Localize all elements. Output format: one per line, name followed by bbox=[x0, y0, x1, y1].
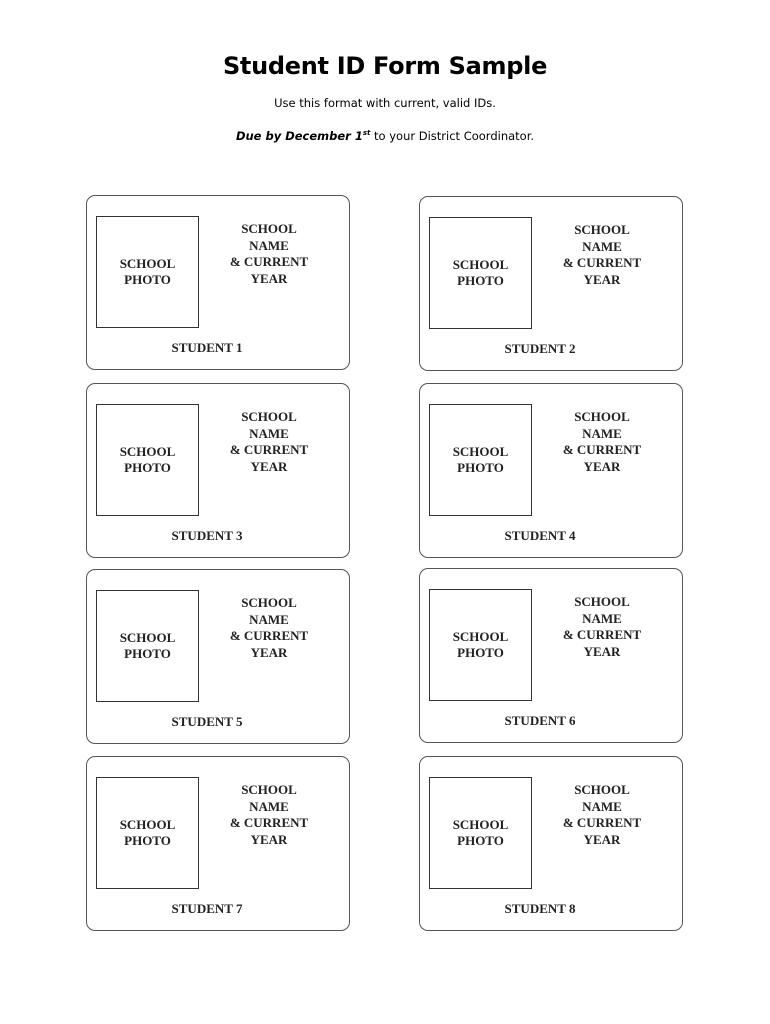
school-name-year: SCHOOL NAME & CURRENT YEAR bbox=[562, 594, 642, 659]
student-label: STUDENT 3 bbox=[171, 528, 243, 543]
student-label: STUDENT 5 bbox=[171, 714, 243, 729]
school-photo-box: SCHOOL PHOTO bbox=[429, 404, 532, 516]
school-photo-box: SCHOOL PHOTO bbox=[429, 777, 532, 889]
due-date-note bbox=[0, 129, 770, 143]
school-photo-box: SCHOOL PHOTO bbox=[429, 217, 532, 329]
student-label: STUDENT 4 bbox=[504, 528, 576, 543]
school-photo-box: SCHOOL PHOTO bbox=[96, 777, 199, 889]
id-card-7 bbox=[86, 756, 350, 931]
due-date-bold: Due by December 1 bbox=[235, 129, 363, 143]
student-label: STUDENT 8 bbox=[504, 901, 576, 916]
school-name-year: SCHOOL NAME & CURRENT YEAR bbox=[562, 409, 642, 474]
due-date-suffix: st bbox=[362, 129, 371, 138]
student-label: STUDENT 6 bbox=[504, 713, 576, 728]
school-name-year: SCHOOL NAME & CURRENT YEAR bbox=[229, 409, 309, 474]
id-card-6 bbox=[419, 568, 683, 743]
school-photo-box: SCHOOL PHOTO bbox=[96, 590, 199, 702]
school-name-year: SCHOOL NAME & CURRENT YEAR bbox=[229, 221, 309, 286]
student-label: STUDENT 7 bbox=[171, 901, 243, 916]
page-subtitle: Use this format with current, valid IDs. bbox=[274, 96, 496, 110]
school-photo-box: SCHOOL PHOTO bbox=[429, 589, 532, 701]
school-name-year: SCHOOL NAME & CURRENT YEAR bbox=[229, 595, 309, 660]
page-title: Student ID Form Sample bbox=[222, 52, 548, 80]
due-date-rest: to your District Coordinator. bbox=[370, 129, 535, 143]
id-card-5 bbox=[86, 569, 350, 744]
id-card-4 bbox=[419, 383, 683, 558]
school-name-year: SCHOOL NAME & CURRENT YEAR bbox=[229, 782, 309, 847]
school-name-year: SCHOOL NAME & CURRENT YEAR bbox=[562, 222, 642, 287]
school-name-year: SCHOOL NAME & CURRENT YEAR bbox=[562, 782, 642, 847]
id-card-8 bbox=[419, 756, 683, 931]
id-card-3 bbox=[86, 383, 350, 558]
school-photo-box: SCHOOL PHOTO bbox=[96, 404, 199, 516]
id-card-2 bbox=[419, 196, 683, 371]
student-label: STUDENT 1 bbox=[171, 340, 243, 355]
id-card-1 bbox=[86, 195, 350, 370]
school-photo-box: SCHOOL PHOTO bbox=[96, 216, 199, 328]
student-label: STUDENT 2 bbox=[504, 341, 576, 356]
